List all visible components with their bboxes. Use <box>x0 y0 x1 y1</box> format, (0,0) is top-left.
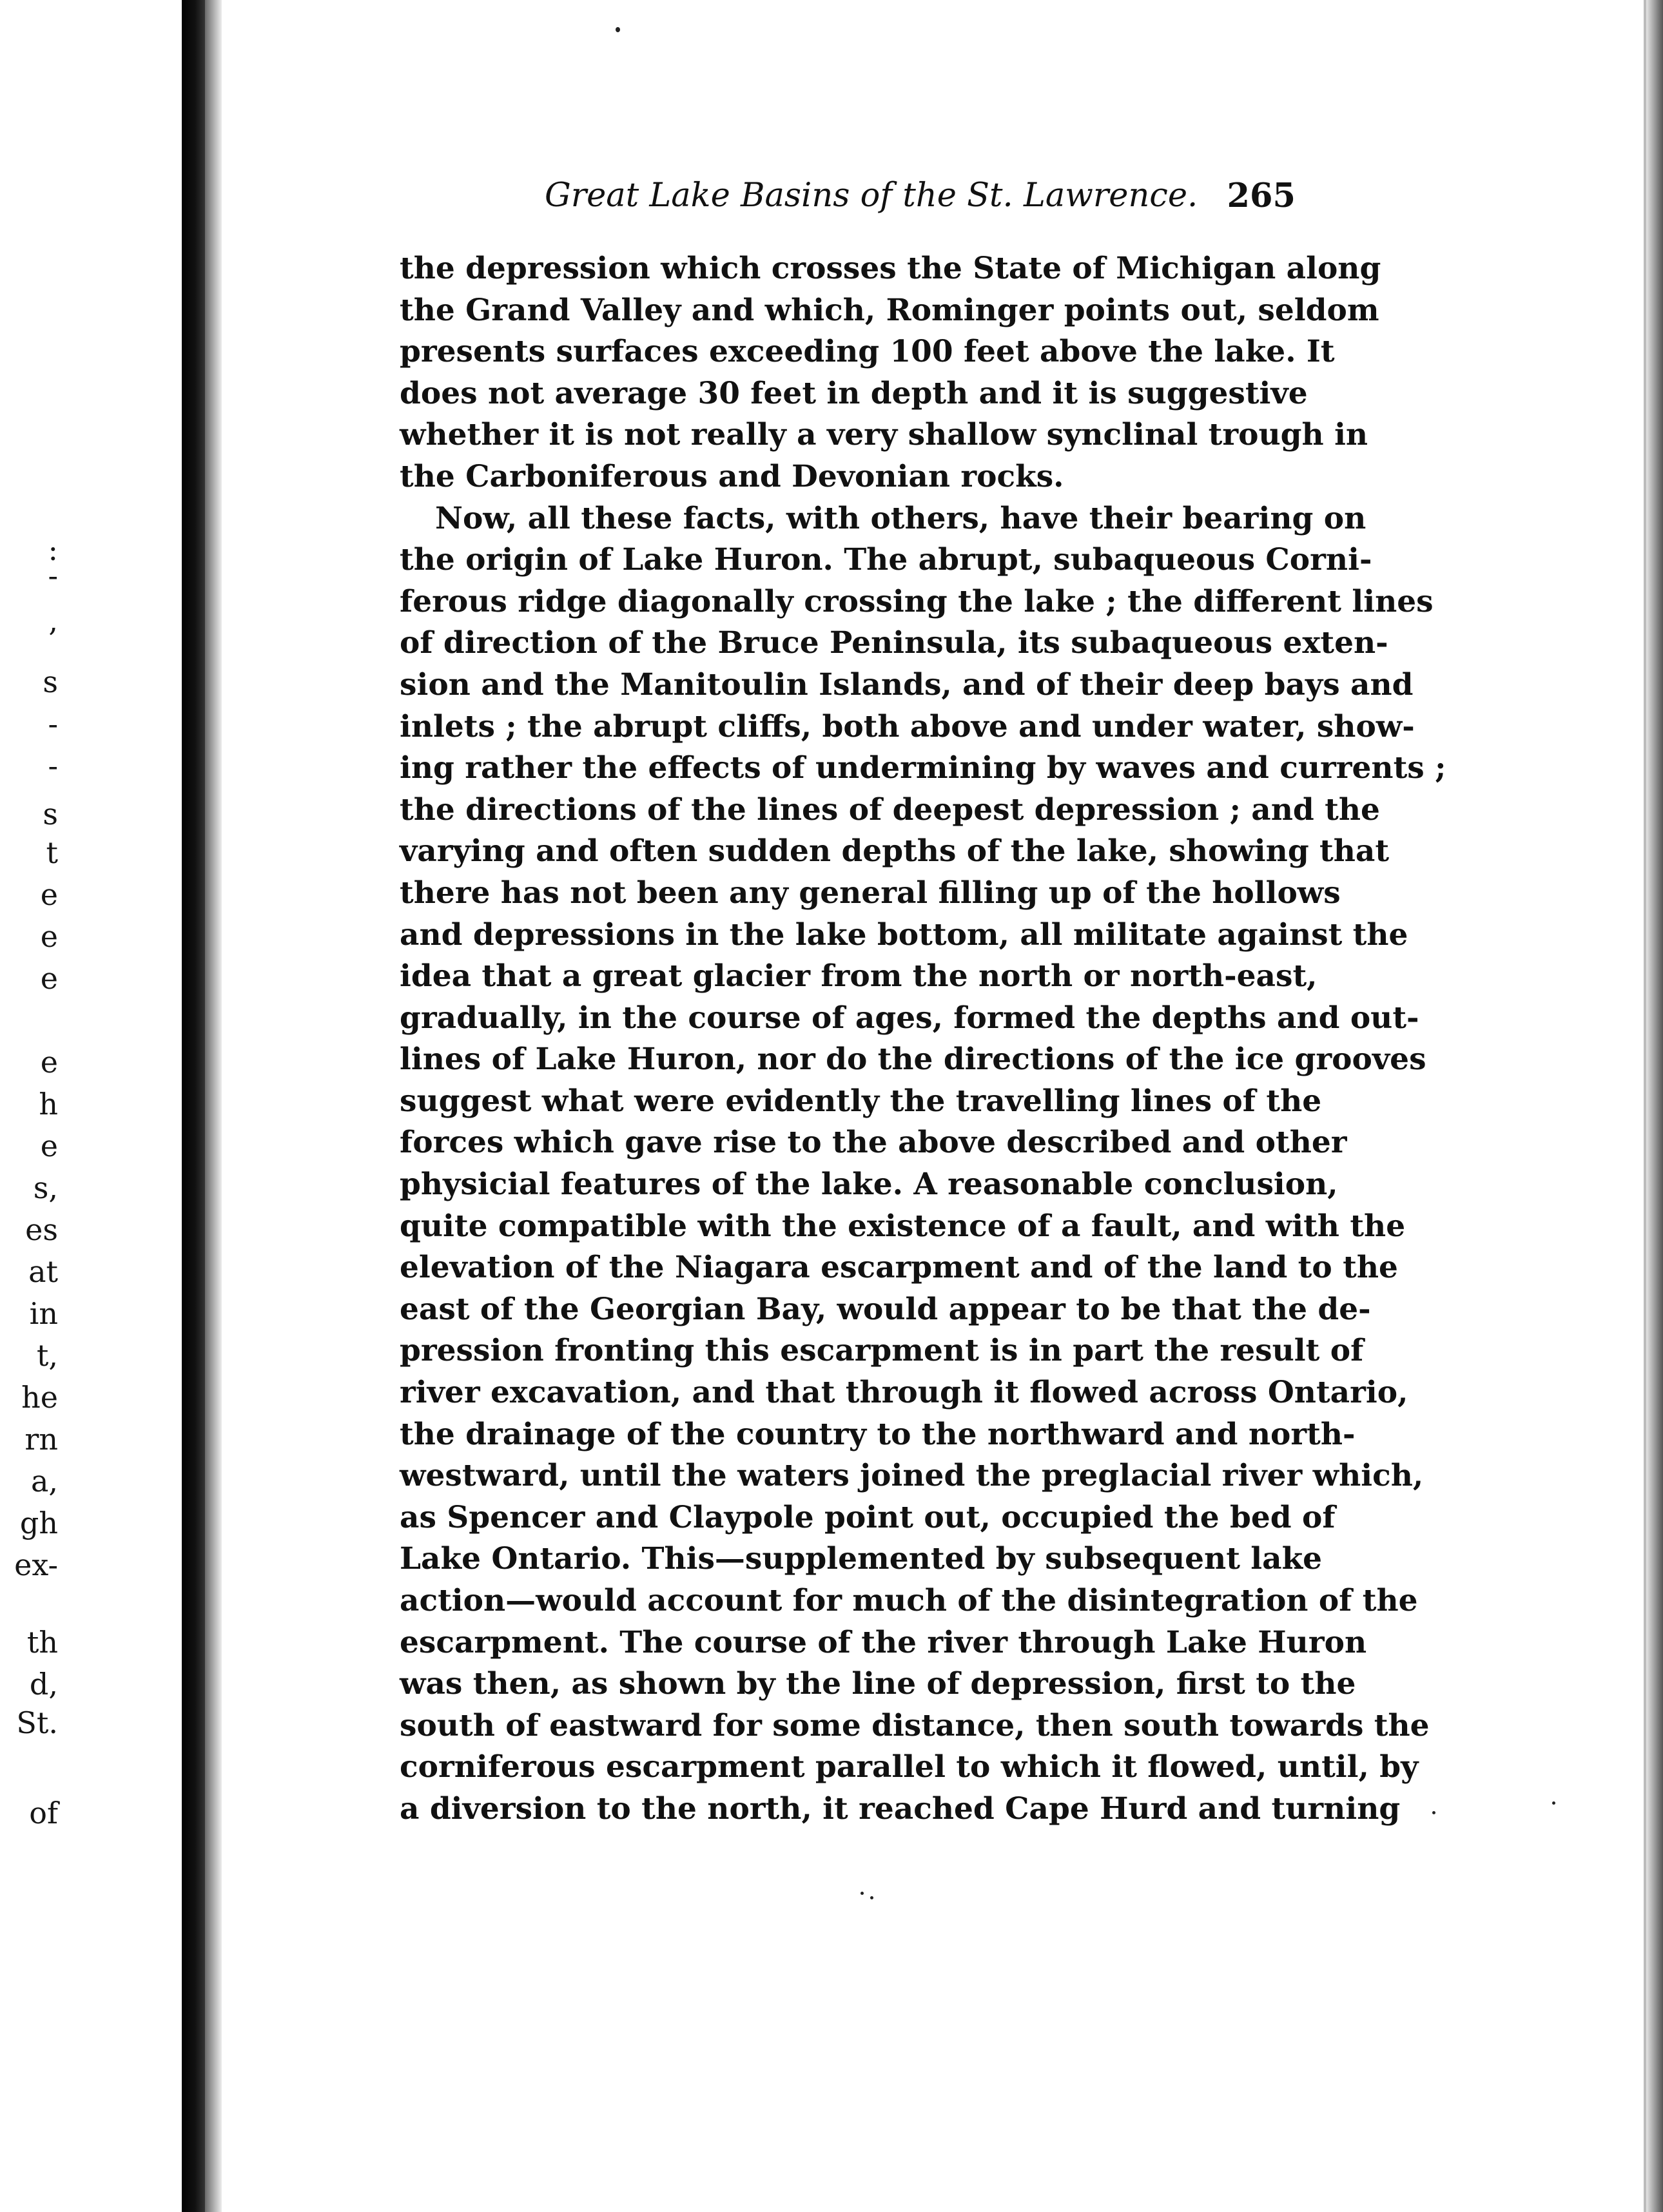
text-line: the origin of Lake Huron. The abrupt, subaqueous Corni- <box>400 542 1372 578</box>
adjacent-page-fragment: d, <box>29 1667 58 1702</box>
adjacent-page-fragment: gh <box>19 1506 58 1540</box>
text-line: ferous ridge diagonally crossing the lake ; the different lines <box>400 583 1434 619</box>
text-line: as Spencer and Claypole point out, occupied the bed of <box>400 1499 1336 1535</box>
text-line: the Grand Valley and which, Rominger points out, seldom <box>400 292 1379 328</box>
text-line: there has not been any general filling up of the hollows <box>400 875 1341 911</box>
adjacent-page-fragment: : <box>48 532 58 567</box>
adjacent-page-fragment: St. <box>16 1705 58 1740</box>
adjacent-page-fragment: he <box>21 1380 58 1415</box>
adjacent-page-fragment: e <box>40 961 58 996</box>
text-line: south of eastward for some distance, then south towards the <box>400 1707 1430 1743</box>
adjacent-page-fragment: s <box>43 797 58 831</box>
gutter-shadow <box>182 0 206 2212</box>
adjacent-page-fragment: s, <box>33 1170 58 1205</box>
text-line: and depressions in the lake bottom, all militate against the <box>400 917 1408 953</box>
adjacent-page-fragment: e <box>40 919 58 954</box>
text-line: the drainage of the country to the northward and north- <box>400 1416 1356 1452</box>
adjacent-page-fragment: th <box>26 1625 58 1660</box>
text-line: lines of Lake Huron, nor do the directions of the ice grooves <box>400 1042 1426 1078</box>
text-line: suggest what were evidently the travelling lines of the <box>400 1083 1322 1119</box>
adjacent-page-fragment: e <box>40 1129 58 1163</box>
adjacent-page-fragment: t <box>46 835 58 870</box>
text-line: of direction of the Bruce Peninsula, its subaqueous exten- <box>400 625 1388 661</box>
text-line: east of the Georgian Bay, would appear to be that the de- <box>400 1291 1371 1327</box>
page-number: 265 <box>1227 177 1296 215</box>
text-line: river excavation, and that through it flowed across Ontario, <box>400 1375 1408 1411</box>
text-line: corniferous escarpment parallel to which it flowed, until, by <box>400 1749 1419 1785</box>
scan-speck <box>870 1896 873 1899</box>
adjacent-page-fragment: at <box>28 1254 58 1289</box>
scan-speck <box>1552 1801 1555 1805</box>
text-line: sion and the Manitoulin Islands, and of their deep bays and <box>400 666 1414 703</box>
scan-speck <box>1432 1811 1435 1814</box>
adjacent-page-fragment: - <box>48 748 58 783</box>
adjacent-page-fragment: e <box>40 1045 58 1080</box>
adjacent-page-fragment: a, <box>30 1464 58 1499</box>
adjacent-page-fragment: of <box>29 1796 58 1830</box>
adjacent-page-fragment: t, <box>36 1338 58 1373</box>
text-line: physicial features of the lake. A reasonable conclusion, <box>400 1167 1338 1203</box>
adjacent-page-fragment: , <box>48 603 58 638</box>
text-line: pression fronting this escarpment is in part the result of <box>400 1333 1364 1369</box>
text-line: Lake Ontario. This—supplemented by subsequent lake <box>400 1541 1323 1577</box>
text-line: westward, until the waters joined the preglacial river which, <box>400 1458 1424 1494</box>
adjacent-page-fragment: h <box>39 1087 58 1121</box>
body-text <box>400 248 1446 1830</box>
text-line: the directions of the lines of deepest depression ; and the <box>400 791 1380 828</box>
adjacent-page-fragment: - <box>48 558 58 593</box>
text-line: whether it is not really a very shallow synclinal trough in <box>400 417 1368 453</box>
right-page-edge-line <box>1644 0 1646 2212</box>
text-line: varying and often sudden depths of the lake, showing that <box>400 833 1390 869</box>
adjacent-page-fragment: es <box>25 1212 58 1247</box>
paragraph <box>400 498 1446 1830</box>
text-line: the Carboniferous and Devonian rocks. <box>400 458 1064 494</box>
paragraph <box>400 248 1381 498</box>
scan-speck <box>616 27 620 32</box>
adjacent-page-fragment: - <box>48 706 58 741</box>
text-line: a diversion to the north, it reached Cape Hurd and turning <box>400 1790 1401 1827</box>
text-line: presents surfaces exceeding 100 feet above the lake. It <box>400 334 1335 370</box>
text-line: idea that a great glacier from the north or north-east, <box>400 958 1318 994</box>
text-line: quite compatible with the existence of a fault, and with the <box>400 1208 1406 1244</box>
adjacent-page-fragment: rn <box>24 1422 58 1457</box>
running-head <box>387 169 1296 227</box>
text-line: escarpment. The course of the river through Lake Huron <box>400 1624 1367 1660</box>
text-line: ing rather the effects of undermining by waves and currents ; <box>400 750 1446 786</box>
adjacent-page-fragment: e <box>40 877 58 912</box>
scan-speck <box>861 1892 864 1895</box>
adjacent-page-fragment: s <box>43 665 58 699</box>
adjacent-page-fragment: ex- <box>14 1547 58 1582</box>
running-title: Great Lake Basins of the St. Lawrence. <box>545 177 1198 215</box>
text-line: forces which gave rise to the above described and other <box>400 1125 1347 1161</box>
adjacent-page-fragment: in <box>29 1296 58 1331</box>
text-line: the depression which crosses the State of Michigan along <box>400 251 1381 286</box>
right-page-edge <box>1646 0 1663 2212</box>
text-line: inlets ; the abrupt cliffs, both above and under water, show- <box>400 708 1415 744</box>
text-line: elevation of the Niagara escarpment and of the land to the <box>400 1250 1398 1286</box>
text-line: was then, as shown by the line of depression, first to the <box>400 1666 1356 1702</box>
text-line: Now, all these facts, with others, have their bearing on <box>435 500 1366 536</box>
gutter-shadow-edge <box>205 0 222 2212</box>
text-line: does not average 30 feet in depth and it is suggestive <box>400 375 1308 411</box>
text-line: action—would account for much of the disintegration of the <box>400 1583 1418 1618</box>
text-line: gradually, in the course of ages, formed the depths and out- <box>400 1000 1419 1036</box>
